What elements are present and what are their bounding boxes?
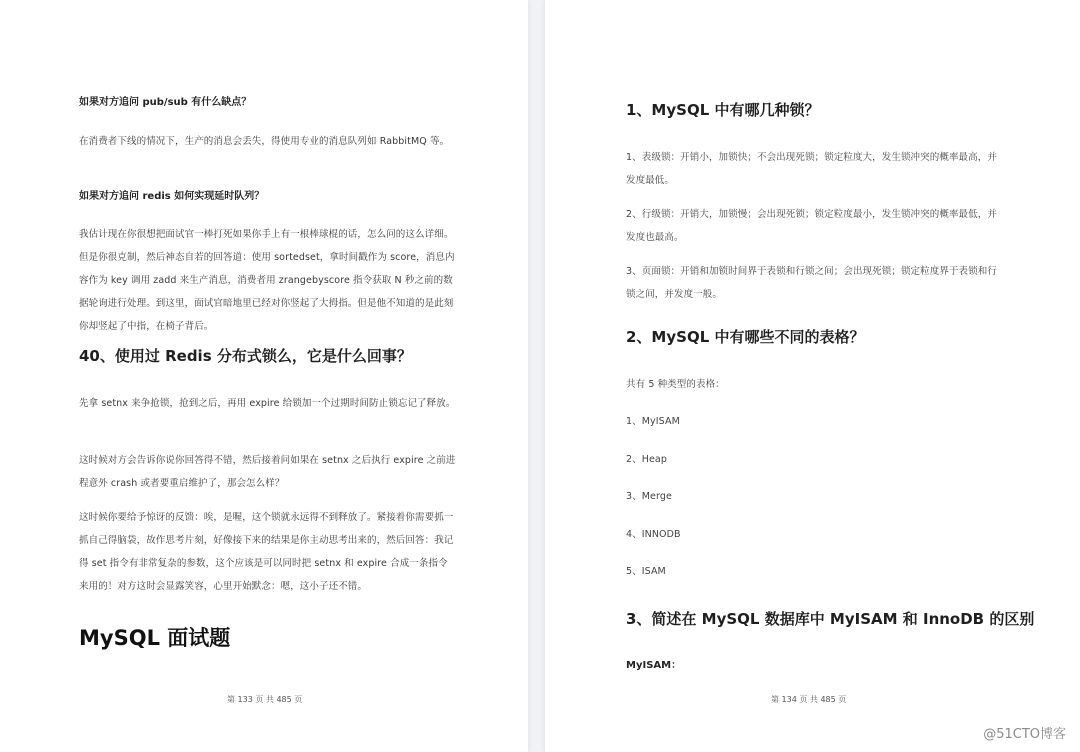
watermark: @51CTO博客 bbox=[983, 727, 1066, 742]
question-delay-queue: 如果对方追问 redis 如何实现延时队列？ bbox=[79, 191, 265, 202]
lock-page-level: 3、页面锁：开销和加锁时间界于表锁和行锁之间；会出现死锁；锁定粒度界于表锁和行锁之间，并发度一般。 bbox=[626, 266, 997, 300]
table-type-item: 4、INNODB bbox=[626, 529, 681, 540]
tables-intro: 共有 5 种类型的表格： bbox=[626, 379, 725, 390]
table-type-item: 2、Heap bbox=[626, 454, 667, 465]
lock-table-level: 1、表级锁：开销小，加锁快；不会出现死锁；锁定粒度大，发生锁冲突的概率最高，并发度最低。 bbox=[626, 152, 997, 186]
page-number-left: 第 133 页 共 485 页 bbox=[227, 695, 303, 704]
table-type-item: 5、ISAM bbox=[626, 566, 666, 577]
question-pubsub: 如果对方追问 pub/sub 有什么缺点？ bbox=[79, 97, 252, 108]
right-page bbox=[545, 0, 1080, 752]
section-heading-myisam-innodb: 3、简述在 MySQL 数据库中 MyISAM 和 InnoDB 的区别 bbox=[626, 610, 1035, 628]
page-number-right: 第 134 页 共 485 页 bbox=[771, 695, 847, 704]
section-heading-locks: 1、MySQL 中有哪几种锁？ bbox=[626, 101, 820, 119]
lock-row-level: 2、行级锁：开销大，加锁慢；会出现死锁；锁定粒度最小，发生锁冲突的概率最低，并发度也最高。 bbox=[626, 209, 997, 243]
section-heading-tables: 2、MySQL 中有哪些不同的表格？ bbox=[626, 328, 865, 346]
answer-setnx: 先拿 setnx 来争抢锁，抢到之后，再用 expire 给锁加一个过期时间防止锁忘记了释放。 bbox=[79, 398, 456, 409]
myisam-label: MyISAM： bbox=[626, 660, 682, 671]
followup-crash: 这时候对方会告诉你说你回答得不错，然后接着问如果在 setnx 之后执行 expire 之前进程意外 crash 或者要重启维护了，那会怎么样？ bbox=[79, 455, 456, 489]
mysql-title: MySQL 面试题 bbox=[79, 626, 231, 650]
table-type-item: 3、Merge bbox=[626, 491, 672, 502]
answer-pubsub: 在消费者下线的情况下，生产的消息会丢失，得使用专业的消息队列如 RabbitMQ 等。 bbox=[79, 136, 450, 147]
answer-delay-queue: 我估计现在你很想把面试官一棒打死如果你手上有一根棒球棍的话，怎么问的这么详细。但是你很克制，然后神态自若的回答道：使用 sortedset，拿时间戳作为 score，消息内容作为 key 调用 zadd 来生产消息，消费者用 zrangebyscore 指令获取 N 秒之前的数据轮询进行处理。到这里，面试官暗地里已经对你竖起了大拇指。但是他不知道的是此刻你却竖起了中指，在椅子背后。 bbox=[79, 229, 455, 332]
left-page bbox=[0, 0, 528, 752]
section-heading-40: 40、使用过 Redis 分布式锁么，它是什么回事？ bbox=[79, 347, 412, 365]
table-type-item: 1、MyISAM bbox=[626, 416, 680, 427]
answer-set-params: 这时候你要给予惊讶的反馈：唉，是喔，这个锁就永远得不到释放了。紧接着你需要抓一抓自己得脑袋，故作思考片刻，好像接下来的结果是你主动思考出来的，然后回答：我记得 set 指令有非常复杂的参数，这个应该是可以同时把 setnx 和 expire 合成一条指令来用的！对方这时会显露笑容，心里开始默念：嗯，这小子还不错。 bbox=[79, 512, 454, 592]
